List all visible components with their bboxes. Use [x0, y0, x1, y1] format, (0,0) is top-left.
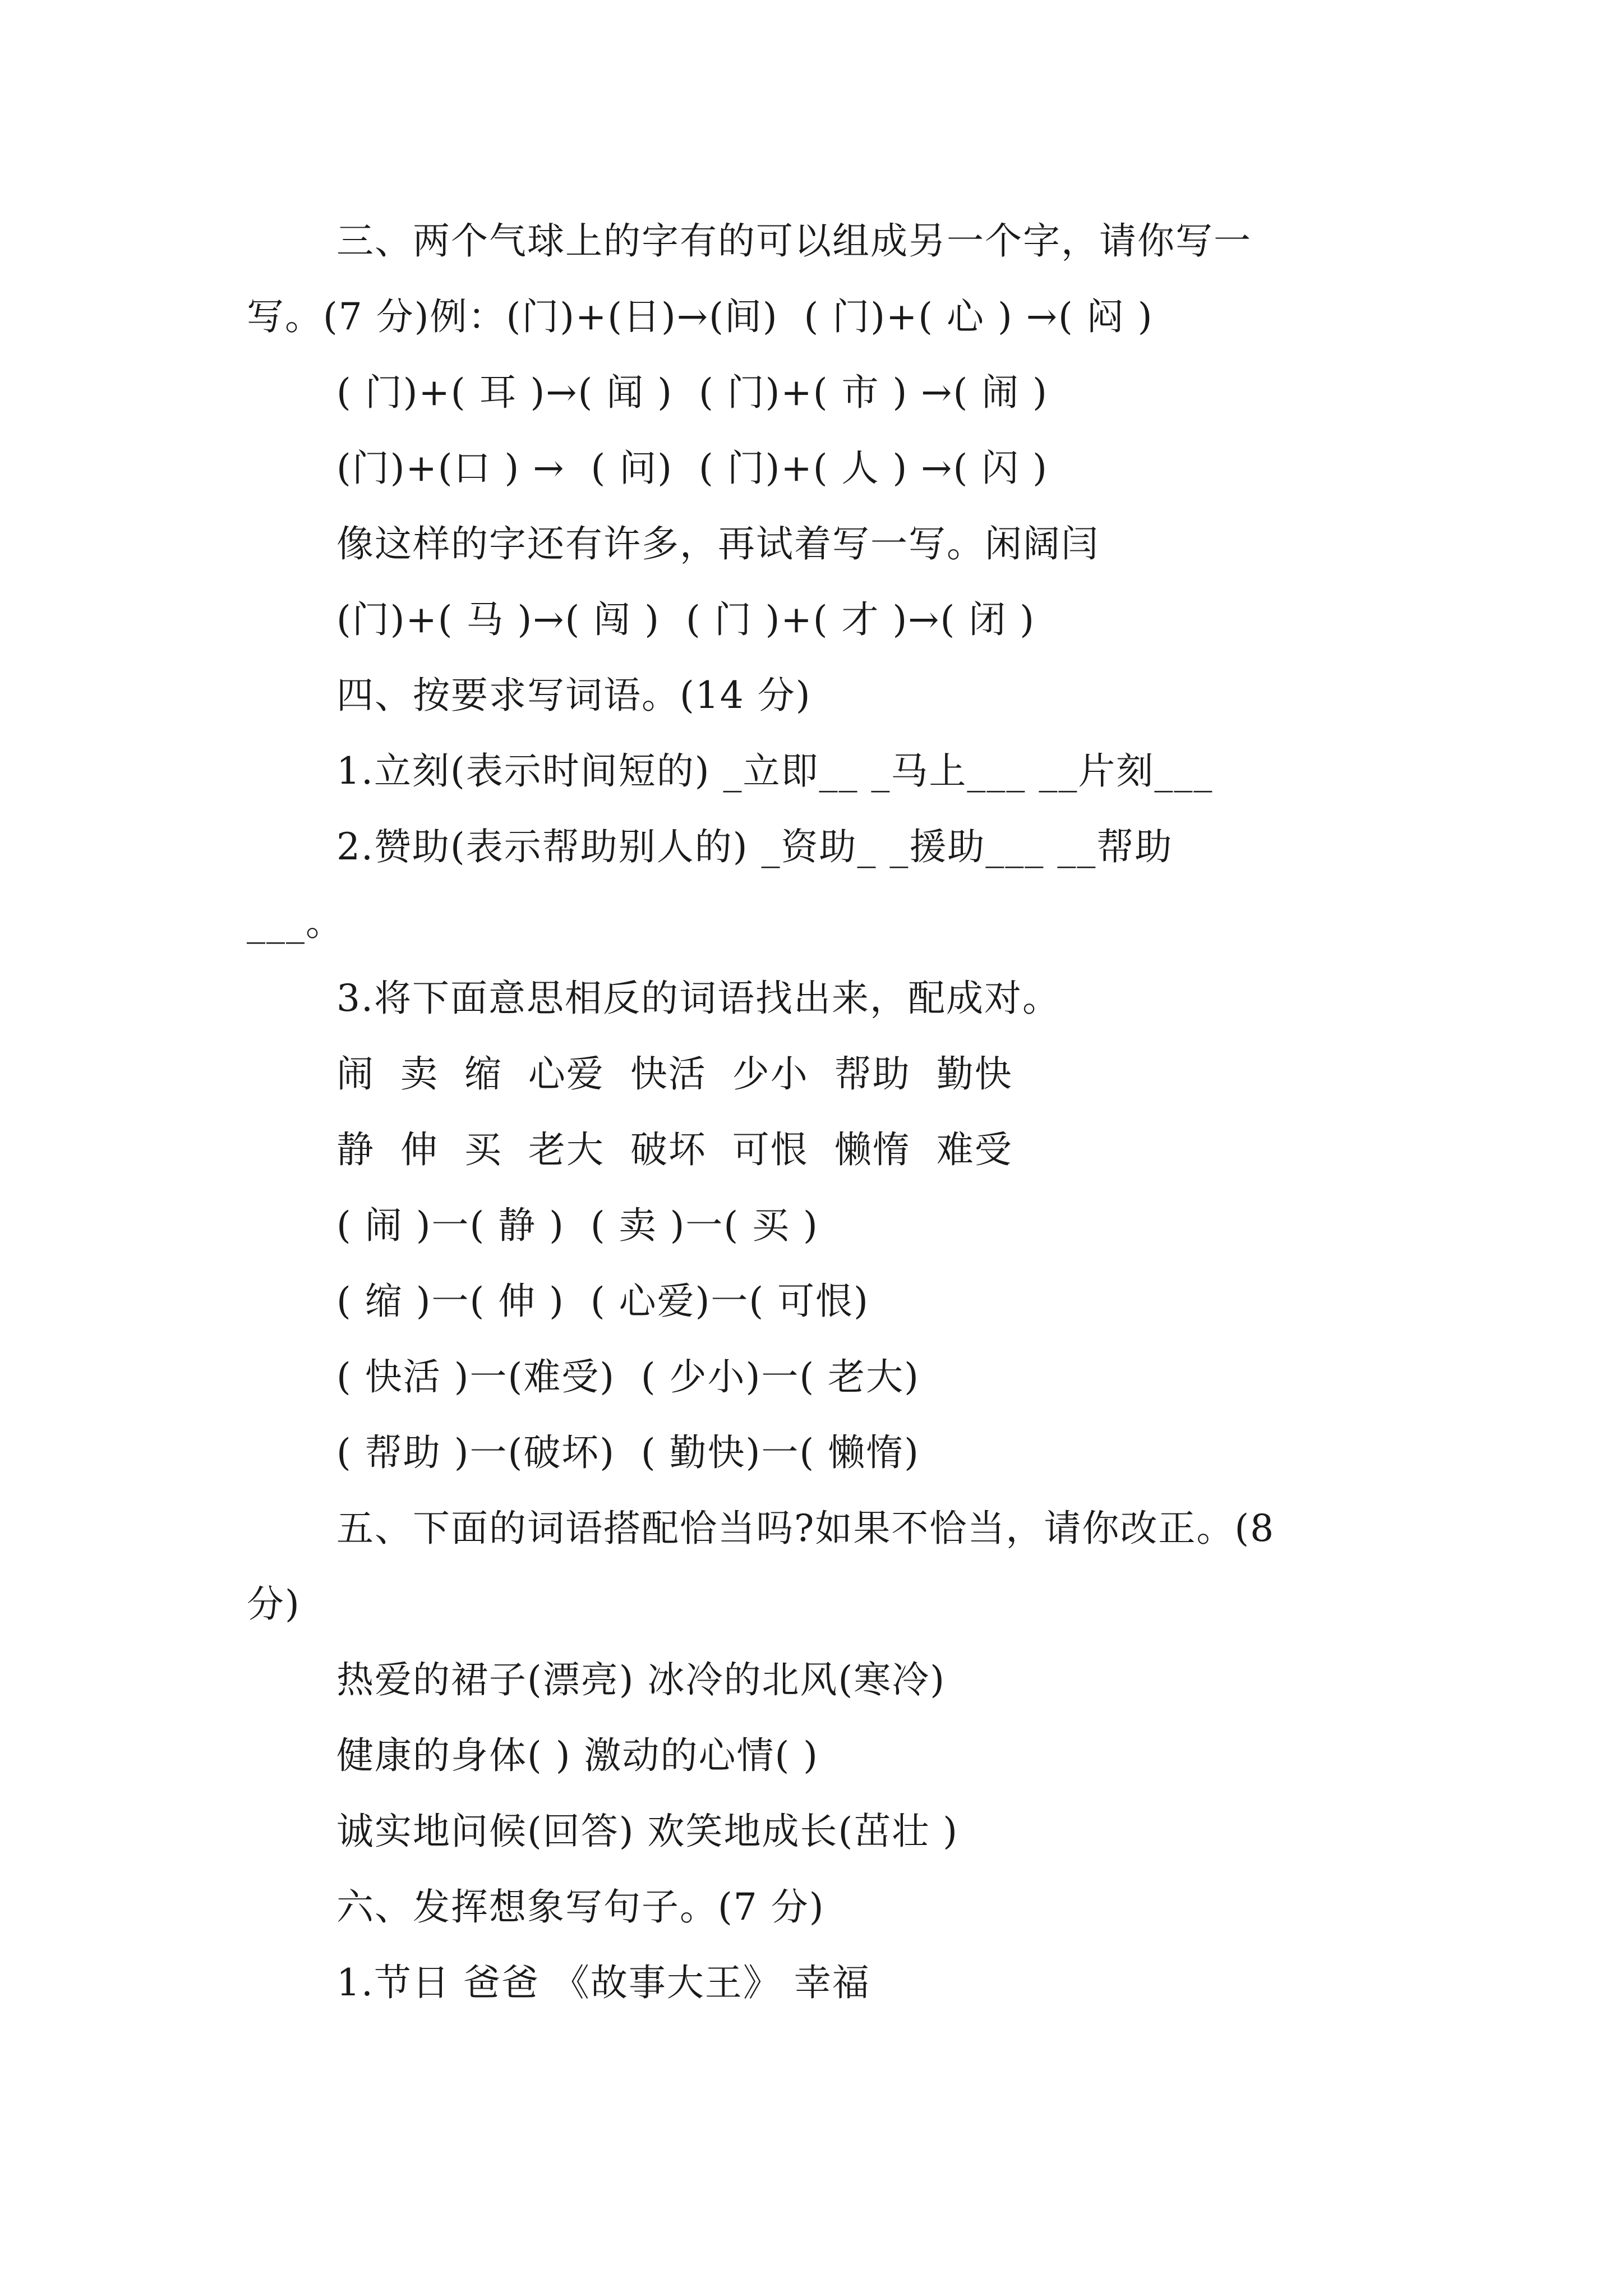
- collocation-line: 诚实地问候(回答) 欢笑地成长(茁壮 ): [336, 1810, 958, 1853]
- antonym-pair-line: ( 缩 )一( 伸 ) ( 心爱)一( 可恨): [336, 1280, 869, 1323]
- question-3: 3.将下面意思相反的词语找出来，配成对。: [336, 977, 1061, 1020]
- antonym-pair-line: ( 快活 )一(难受) ( 少小)一( 老大): [336, 1355, 920, 1398]
- section-6-heading: 六、发挥想象写句子。(7 分): [336, 1885, 825, 1929]
- antonym-pair-line: ( 闹 )一( 静 ) ( 卖 )一( 买 ): [336, 1204, 819, 1247]
- section-3-heading: 三、两个气球上的字有的可以组成另一个字，请你写一: [336, 219, 1252, 263]
- section-5-heading-continued: 分): [247, 1582, 301, 1626]
- question-1: 1.立刻(表示时间短的) _立即__ _马上___ __片刻___: [336, 749, 1214, 793]
- section-3-example: 写。(7 分)例：(门)+(日)→(间) ( 门)+( 心 ) →( 闷 ): [247, 295, 1154, 338]
- collocation-line: 健康的身体( ) 激动的心情( ): [336, 1734, 819, 1777]
- antonym-pair-line: ( 帮助 )一(破坏) ( 勤快)一( 懒惰): [336, 1431, 920, 1474]
- answer-line: ( 门)+( 耳 )→( 闻 ) ( 门)+( 市 ) →( 闹 ): [336, 371, 1048, 414]
- collocation-line: 热爱的裙子(漂亮) 冰冷的北风(寒冷): [336, 1658, 946, 1701]
- question-2-continued: ___。: [247, 901, 344, 944]
- section-5-heading: 五、下面的词语搭配恰当吗?如果不恰当，请你改正。(8: [336, 1507, 1275, 1550]
- instruction-line: 像这样的字还有许多，再试着写一写。闲阔闫: [336, 522, 1099, 565]
- answer-line: (门)+(口 ) → ( 问) ( 门)+( 人 ) →( 闪 ): [336, 447, 1048, 490]
- sentence-prompt: 1.节日 爸爸 《故事大王》 幸福: [336, 1961, 870, 2004]
- question-2: 2.赞助(表示帮助别人的) _资助_ _援助___ __帮助: [336, 825, 1173, 868]
- word-list: 静 伸 买 老大 破坏 可恨 懒惰 难受: [336, 1128, 1013, 1171]
- word-list: 闹 卖 缩 心爱 快活 少小 帮助 勤快: [336, 1052, 1013, 1096]
- section-4-heading: 四、按要求写词语。(14 分): [336, 674, 811, 717]
- answer-line: (门)+( 马 )→( 闯 ) ( 门 )+( 才 )→( 闭 ): [336, 598, 1035, 641]
